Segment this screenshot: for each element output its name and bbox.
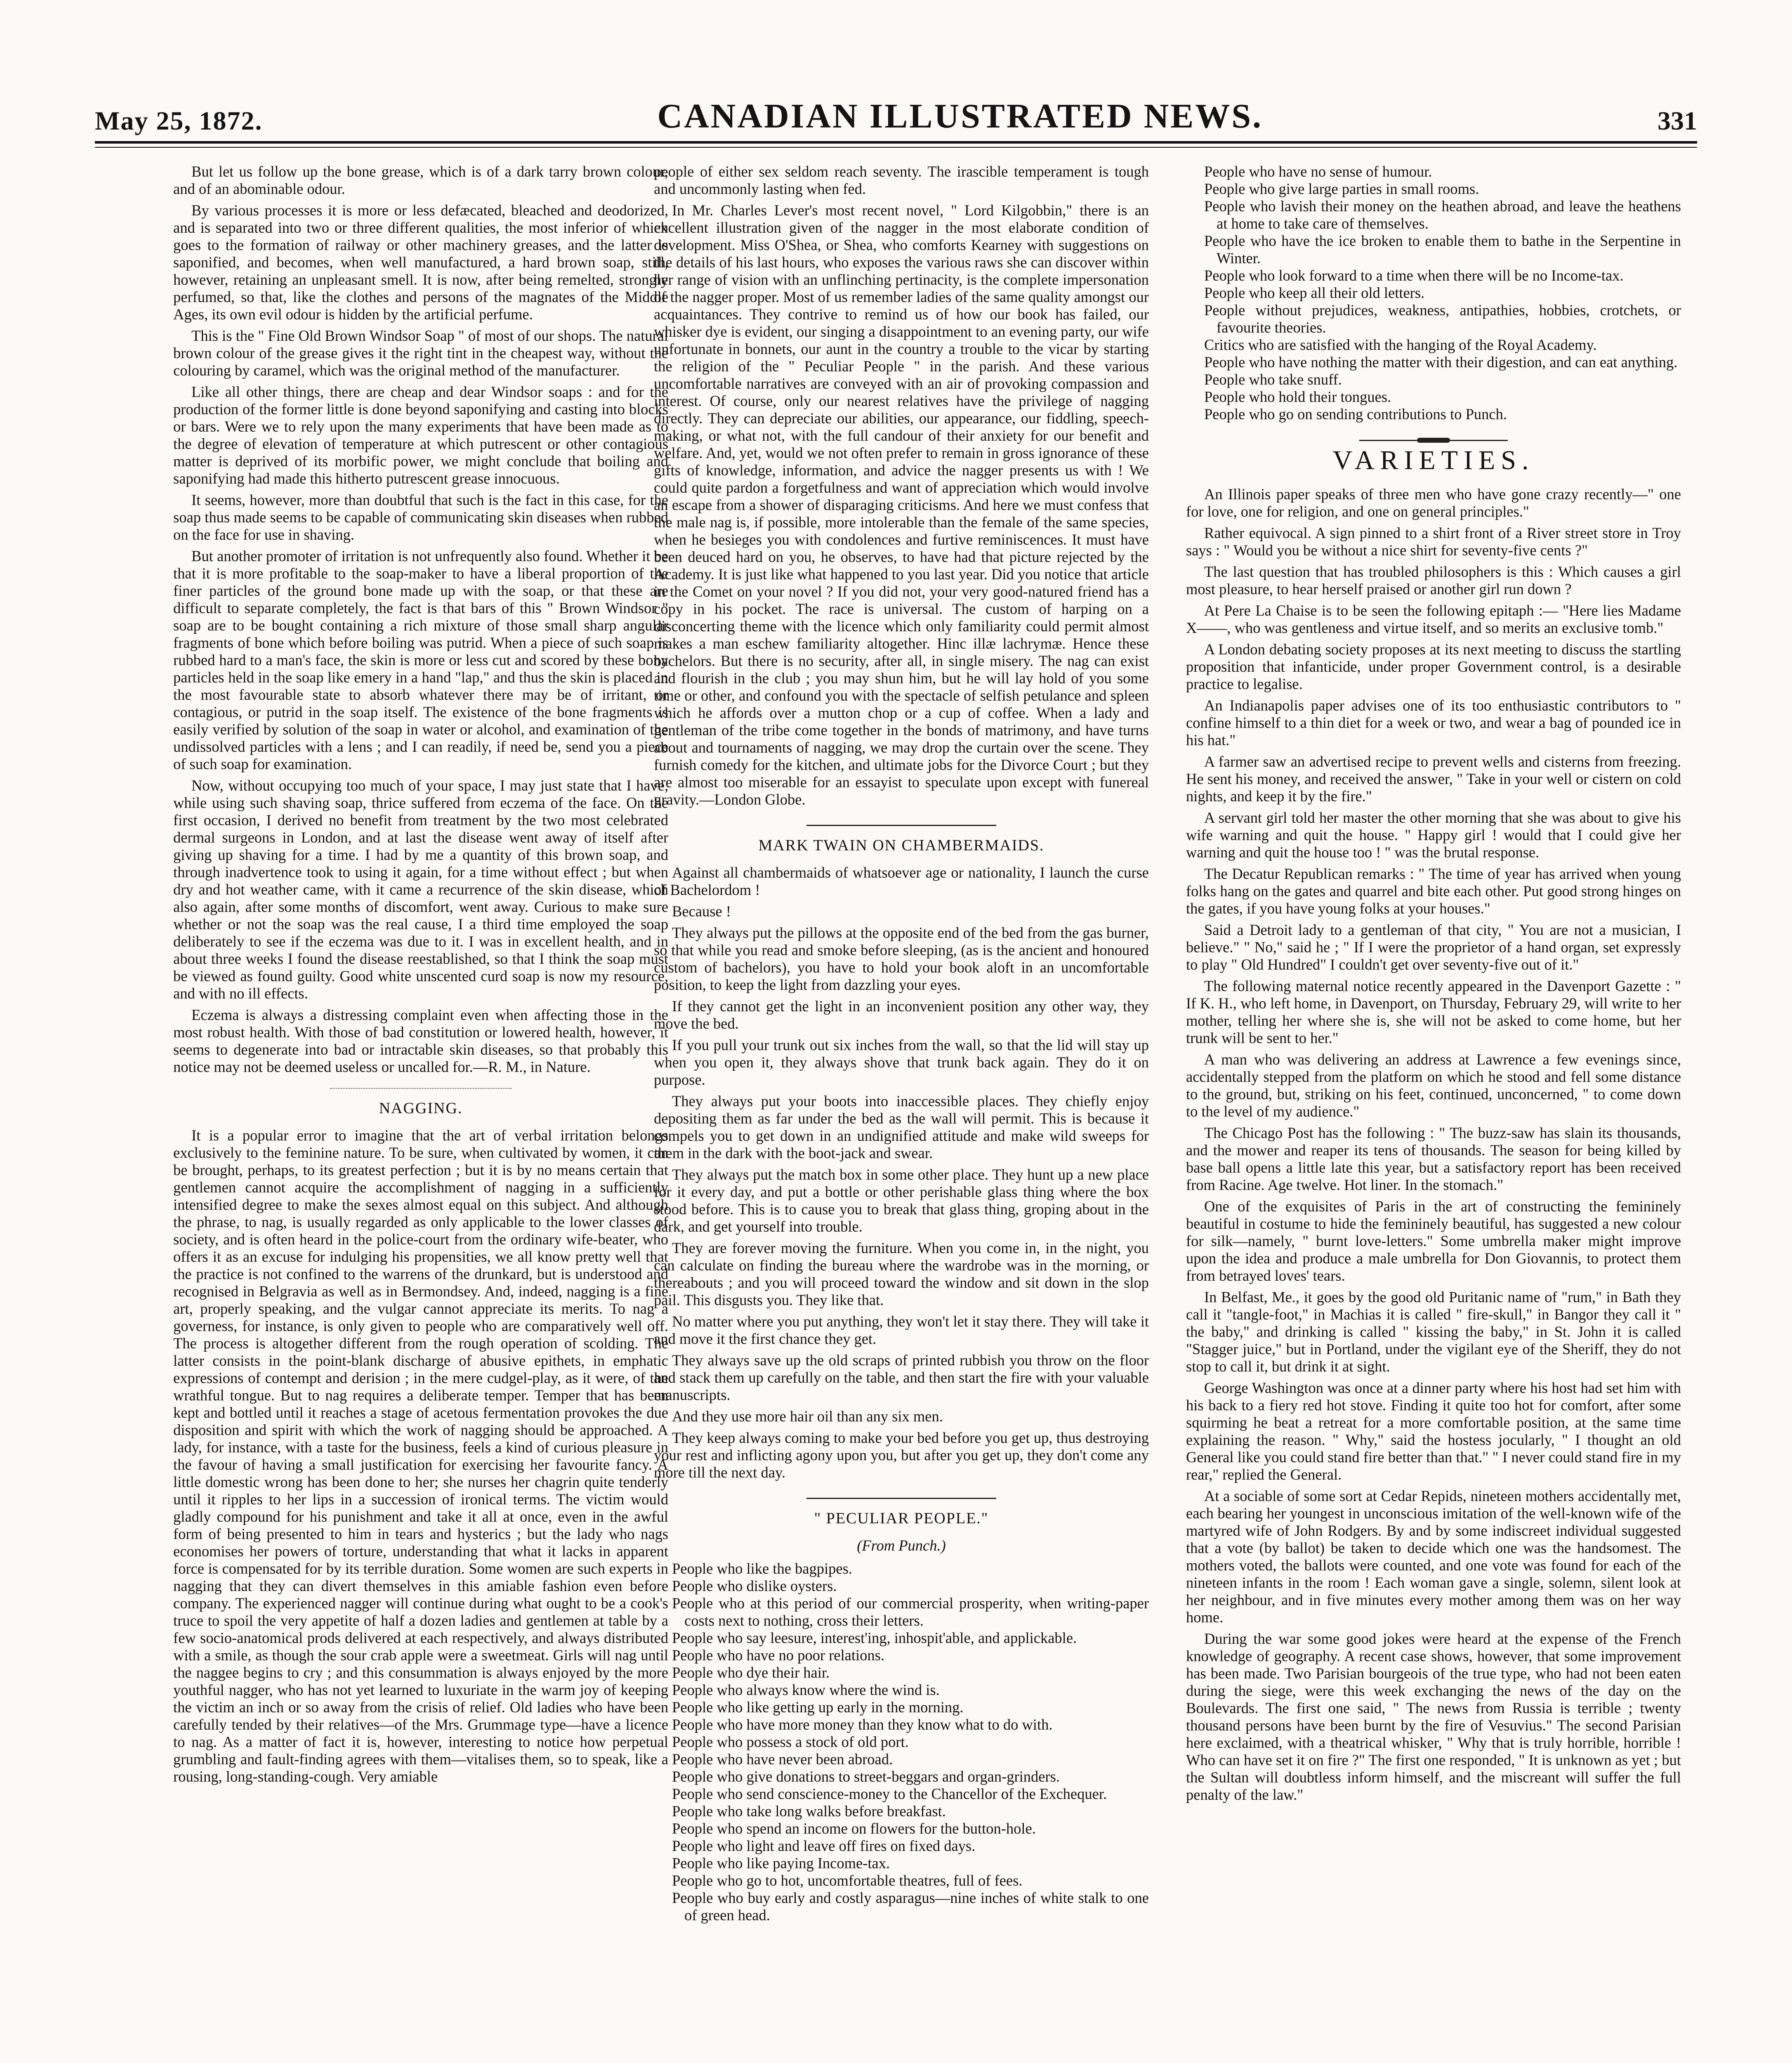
publication-title: CANADIAN ILLUSTRATED NEWS. (657, 97, 1263, 135)
paragraph: They are forever moving the furniture. When you come in, in the night, you can calculate on finding the bureau where the wardrobe was in the morning, or thereabouts ; and you will proceed toward the window and sit down in the slop pail. This disgusts you. They like that. (654, 1239, 1149, 1308)
section-divider (806, 825, 996, 826)
list-item: People who have nothing the matter with their digestion, and can eat anything. (1204, 354, 1678, 371)
list-item: People who have no poor relations. (672, 1647, 884, 1664)
section-heading-varieties: VARIETIES. (1332, 445, 1535, 475)
list-item: People who dye their hair. (672, 1664, 830, 1681)
list-item: People who have the ice broken to enable them to bathe in the Serpentine in Winter. (1204, 232, 1681, 267)
paragraph: A man who was delivering an address at Lawrence a few evenings since, accidentally stepped from the platform on which he stood and fell some distance to the ground, but, striking on his feet, continued, unconcerned, " to come down to the level of my audience." (1186, 1051, 1681, 1120)
list-item: People who have no sense of humour. (1204, 163, 1432, 180)
paragraph: The last question that has troubled philosophers is this : Which causes a girl most pleasure, to hear herself praised or another girl run down ? (1186, 563, 1681, 597)
article-heading-mark-twain: MARK TWAIN ON CHAMBERMAIDS. (758, 837, 1045, 854)
article-source: (From Punch.) (857, 1537, 946, 1554)
paragraph: Eczema is always a distressing complaint even when affecting those in the most robust health. With those of bad constitution or lowered health, however, it seems to degenerate into bad or intractable skin diseases, so that probably this notice may not be deemed useless or uncalled for.—R. M., in Nature. (173, 1006, 668, 1075)
paragraph: No matter where you put anything, they won't let it stay there. They will take it and move it the first chance they get. (654, 1313, 1149, 1347)
list-item: People who hold their tongues. (1204, 388, 1391, 405)
list-item: People who have never been abroad. (672, 1751, 893, 1768)
paragraph: A farmer saw an advertised recipe to prevent wells and cisterns from freezing. He sent his money, and received the answer, " Take in your well or cistern on cold nights, and keep it by the fire." (1186, 753, 1681, 805)
list-item: People who keep all their old letters. (1204, 284, 1425, 301)
paragraph: At Pere La Chaise is to be seen the following epitaph :— "Here lies Madame X——, who was gentleness and virtue itself, and so merits an exclusive tomb." (1186, 602, 1681, 636)
paragraph: And they use more hair oil than any six men. (672, 1408, 943, 1425)
paragraph: The following maternal notice recently appeared in the Davenport Gazette : " If K. H., who left home, in Davenport, on Thursday, February 29, will write to her mother, telling her where she is, she will not be asked to come home, but her trunk will be sent to her." (1186, 977, 1681, 1046)
masthead-rule (95, 141, 1697, 144)
paragraph: If you pull your trunk out six inches from the wall, so that the lid will stay up when you open it, they always shove that trunk back again. They do it on purpose. (654, 1036, 1149, 1088)
list-item: People who spend an income on flowers for the button-hole. (672, 1820, 1036, 1837)
list-item: People who like paying Income-tax. (672, 1855, 890, 1872)
list-item: People who dislike oysters. (672, 1577, 837, 1594)
masthead-rule-thin (95, 147, 1697, 148)
paragraph: But another promoter of irritation is not unfrequently also found. Whether it be that it is more profitable to the soap-maker to have a liberal proportion of the finer particles of the ground bone made up with the soap, or that these are difficult to separate completely, the fact is that bars of this " Brown Windsor " soap are to be bought containing a rich mixture of those small sharp angular fragments of bone which before boiling was putrid. When a piece of such soap is rubbed hard to a man's face, the skin is more or less cut and scored by these bony particles held in the soap like emery in a hand "lap," and thus the skin is placed in the most favourable state to absorb whatever there may be of irritant, or contagious, or putrid in the soap itself. The existence of the bone fragments is easily verified by solution of the soap in water or alcohol, and examination of the undissolved particles with a lens ; and I can readily, if need be, send you a piece of such soap for examination. (173, 548, 668, 772)
list-item: People who lavish their money on the heathen abroad, and leave the heathens at home to take care of themselves. (1204, 198, 1681, 232)
list-item: People who look forward to a time when there will be no Income-tax. (1204, 267, 1624, 284)
issue-date: May 25, 1872. (95, 106, 263, 135)
paragraph: But let us follow up the bone grease, which is of a dark tarry brown colour, and of an abominable odour. (173, 163, 668, 197)
paragraph: They keep always coming to make your bed before you get up, thus destroying your rest and inflicting agony upon you, but after you get up, they don't come any more till the next day. (654, 1429, 1149, 1481)
paragraph: An Illinois paper speaks of three men who have gone crazy recently—" one for love, one for religion, and one on general principles." (1186, 486, 1681, 520)
page-number: 331 (1658, 106, 1697, 135)
list-item: People who give large parties in small rooms. (1204, 180, 1479, 197)
paragraph: Against all chambermaids of whatsoever age or nationality, I launch the curse of Bachelordom ! (654, 864, 1149, 898)
masthead (95, 87, 1697, 136)
paragraph: One of the exquisites of Paris in the art of constructing the femininely beautiful in costume to hide the femininely beautiful, has suggested a new colour for silk—namely, " burnt love-letters." Some umbrella maker might improve upon the idea and produce a male umbrella for Don Giovannis, to protect them from betrayed loves' tears. (1186, 1198, 1681, 1284)
list-item: People who have more money than they know what to do with. (672, 1716, 1053, 1733)
list-item: People who go to hot, uncomfortable theatres, full of fees. (672, 1872, 1023, 1889)
paragraph: Because ! (672, 903, 731, 920)
paragraph: They always save up the old scraps of printed rubbish you throw on the floor and stack them up carefully on the table, and then start the fire with your valuable manuscripts. (654, 1352, 1149, 1403)
paragraph: It seems, however, more than doubtful that such is the fact in this case, for the soap thus made seems to be capable of communicating skin diseases when rubbed on the face for use in shaving. (173, 491, 668, 543)
paragraph: Now, without occupying too much of your space, I may just state that I have, while using such shaving soap, thrice suffered from eczema of the face. On the first occasion, I derived no benefit from treatment by the two most celebrated dermal surgeons in London, and at last the disease went away of itself after giving up shaving for a time. I had by me a quantity of this brown soap, and through inadvertence took to using it again, for a time without effect ; but when dry and hot weather came, with it came a recurrence of the skin disease, which also again, after some months of discomfort, went away. Curious to make sure whether or not the soap was the real cause, I a third time employed the soap deliberately to see if the eczema was due to it. I was in excellent health, and in about three weeks I found the disease reestablished, so that I think the soap must be viewed as found guilty. Good white unscented curd soap is now my resource, and with no ill effects. (173, 777, 668, 1002)
paragraph: The Chicago Post has the following : " The buzz-saw has slain its thousands, and the mower and reaper its tens of thousands. The season for being killed by base ball opens a little late this year, but a satisfactory report has been received from Racine. Age twelve. Hot liner. In the stomach." (1186, 1124, 1681, 1193)
column-1 (173, 163, 668, 2063)
list-item: People who like getting up early in the morning. (672, 1699, 964, 1716)
list-item: People who at this period of our commercial prosperity, when writing-paper costs next to nothing, cross their letters. (672, 1595, 1149, 1629)
paragraph: During the war some good jokes were heard at the expense of the French knowledge of geography. A recent case shows, however, that some improvement has been made. Two Parisian bourgeois of the true type, who had not been eaten during the siege, were this week exchanging the news of the day on the Boulevards. The first one said, " The news from Russia is terrible ; twenty thousand persons have been burnt by the fire of Vesuvius." The second Parisian here exclaimed, with a theatrical whisker, " Why that is truly horrible, horrible ! Who can have set it on fire ?" The first one responded, " It is unknown as yet ; but the Sultan will doubtless inform himself, and the miscreant will suffer the full penalty of the law." (1186, 1630, 1681, 1803)
paragraph: A London debating society proposes at its next meeting to discuss the startling proposition that infanticide, under proper Government control, is a desirable practice to legalise. (1186, 641, 1681, 692)
paragraph: Rather equivocal. A sign pinned to a shirt front of a River street store in Troy says : " Would you be without a nice shirt for seventy-five cents ?" (1186, 524, 1681, 559)
list-item: People who possess a stock of old port. (672, 1733, 909, 1750)
paragraph: In Mr. Charles Lever's most recent novel, " Lord Kilgobbin," there is an excellent illustration given of the nagger in the most elaborate condition of development. Miss O'Shea, or Shea, who comforts Kearney with suggestions on the details of his last hours, who exposes the various raws she can discover within her range of vision with an unflinching pertinacity, is the complete impersonation of the nagger proper. Most of us remember ladies of the same quality amongst our acquaintances. They contrive to remind us of how our book has failed, our whisker dye is evident, our singing a disappointment to an evening party, our wife unfortunate in bonnets, our aunt in the country a trouble to the vicar by starting the religion of the " Peculiar People " in the parish. And these various uncomfortable narratives are conveyed with an air of provoking compassion and interest. Of course, only our nearest relatives have the privilege of nagging directly. They can depreciate our abilities, our appearance, our fiddling, speech-making, or what not, with the full candour of their anxiety for our benefit and welfare. And, yet, would we not often prefer to remain in gross ignorance of these gifts of knowledge, information, and advice the nagger presents us with ! We could quite pardon a forgetfulness and want of appreciation which would involve an escape from a shower of disparaging criticisms. And here we must confess that the male nag is, if possible, more intolerable than the female of the same species, when he besieges you with condolences and furtive reminiscences. It must have been deuced hard on you, he observes, to have had that picture rejected by the Academy. It is just like what happened to you last year. Did you notice that article in the Comet on your novel ? If you did not, your very good-natured friend has a copy in his pocket. The race is universal. The custom of harping on a disconcerting theme with the licence which only familiarity could permit almost makes a man eschew familiarity altogether. Hinc illæ lachrymæ. Hence these bachelors. But there is no security, after all, in single misery. The nag can exist and flourish in the club ; you may shun him, but he will lay hold of you some time or other, and confound you with the spectacle of selfish petulance and spleen which he affords over a mutton chop or a cup of coffee. When a lady and gentleman of the tribe come together in the bonds of matrimony, and have turns about and tournaments of nagging, we may drop the curtain over the scene. They furnish comedy for the kitchen, and ultimate jobs for the Divorce Court ; but they are almost too miserable for an essayist to speculate upon except with funereal gravity.—London Globe. (654, 202, 1149, 808)
paragraph: Said a Detroit lady to a gentleman of that city, " You are not a musician, I believe." " No," said he ; " If I were the proprietor of a hand organ, set expressly to play " Old Hundred" I couldn't get over seventy-five out of it." (1186, 921, 1681, 973)
section-divider (330, 1088, 512, 1089)
paragraph: In Belfast, Me., it goes by the good old Puritanic name of "rum," in Bath they call it "tangle-foot," in Machias it is called " fire-skull," in Bangor they call it " the baby," and drinking is called " kissing the baby," in St. John it is called "Stagger juice," but in Portland, under the vigilant eye of the Sheriff, they do not stop to call it, but drink it at sight. (1186, 1289, 1681, 1375)
list-item: People who take long walks before breakfast. (672, 1803, 946, 1820)
article-heading-peculiar-people: " PECULIAR PEOPLE." (814, 1510, 989, 1527)
paragraph: George Washington was once at a dinner party where his host had set him with his back to a fiery red hot stove. Finding it quite too hot for comfort, after some squirming he beat a retreat for a more comfortable position, at the same time explaining the reason. " Why," said the hostess jocularly, " I thought an old General like you could stand fire better than that." " I never could stand fire in my rear," replied the General. (1186, 1379, 1681, 1483)
paragraph: people of either sex seldom reach seventy. The irascible temperament is tough and uncommonly lasting when fed. (654, 163, 1149, 197)
list-item: People who buy early and costly asparagus—nine inches of white stalk to one of green head. (672, 1889, 1149, 1924)
list-item: People who go on sending contributions to Punch. (1204, 406, 1507, 423)
paragraph: A servant girl told her master the other morning that she was about to give his wife warning and quit the house. " Happy girl ! would that I could give her warning and quit the house too ! " was the brutal response. (1186, 809, 1681, 861)
paragraph: They always put the match box in some other place. They hunt up a new place for it every day, and put a bottle or other perishable glass thing where the box stood before. This is to cause you to break that glass thing, groping about in the dark, and get yourself into trouble. (654, 1166, 1149, 1235)
paragraph: Like all other things, there are cheap and dear Windsor soaps : and for the production of the former little is done beyond saponifying and casting into blocks or bars. Were we to rely upon the many experiments that have been made as to the degree of elevation of temperature at which putrescent or other contagious matter is deprived of its morbific power, we might conclude that boiling and saponifying had made this hitherto putrescent grease innocuous. (173, 383, 668, 487)
list-item: People who light and leave off fires on fixed days. (672, 1837, 976, 1854)
article-heading-nagging: NAGGING. (379, 1100, 463, 1117)
paragraph: It is a popular error to imagine that the art of verbal irritation belongs exclusively to the feminine nature. To be sure, when cultivated by women, it can be brought, perhaps, to its greatest perfection ; but it is by no means certain that gentlemen cannot acquire the accomplishment of nagging in a sufficiently intensified degree to make the sexes almost equal on this subject. And although the phrase, to nag, is usually regarded as only applicable to the lower classes of society, and is often heard in the police-court from the ordinary wife-beater, who offers it as an excuse for indulging his propensities, we all know pretty well that the practice is not confined to the warrens of the drunkard, but is understood and recognised in Belgravia as well as in Bermondsey. And, indeed, nagging is a fine art, properly speaking, and the vulgar cannot appreciate its merits. To nag a governess, for instance, is only given to people who are comparatively well off. The process is altogether different from the rough operation of scolding. The latter consists in the point-blank discharge of abusive epithets, in emphatic expressions of contempt and derision ; in the mere cudgel-play, as it were, of the wrathful tongue. But to nag requires a deliberate temper. Temper that has been kept and bottled until it reaches a stage of acetous fermentation provokes the due disposition and spirit with which the work of nagging should be approached. A lady, for instance, with a taste for the business, feels a kind of curious pleasure in the favour of having a small justification for exercising her favourite fancy. A little domestic wrong has been done to her; she nurses her chagrin quite tenderly until it ripples to her lips in a succession of ironical terms. The victim would gladly compound for his punishment and take it all at once, even in the awful form of being presented to him in tears and hysterics ; but the lady who nags economises her powers of torture, understanding that what it lacks in apparent force is compensated for by its terrible duration. Some women are such experts in nagging that they can divert themselves in this amiable fashion even before company. The experienced nagger will continue during what ought to be a cook's truce to spoil the very appetite of half a dozen ladies and gentlemen at table by a few socio-anatomical prods delivered at each respectively, and always distributed with a smile, as though the sour crab apple were a sweetmeat. Girls will nag until the naggee begins to cry ; and this consummation is always enjoyed by the more youthful nagger, who has not yet learned to luxuriate in the warm joy of keeping the victim an inch or so away from the crisis of relief. Old ladies who have been carefully tended by their relatives—of the Mrs. Grummage type—have a licence to nag. As a matter of fact it is, however, interesting to notice how perpetual grumbling and fault-finding agrees with them—vitalises them, so to speak, like a rousing, long-standing-cough. Very amiable (173, 1127, 668, 1785)
list-item: Critics who are satisfied with the hanging of the Royal Academy. (1204, 336, 1597, 353)
list-item: People who always know where the wind is. (672, 1681, 940, 1698)
paragraph: If they cannot get the light in an inconvenient position any other way, they move the bed. (654, 998, 1149, 1032)
paragraph: An Indianapolis paper advises one of its too enthusiastic contributors to " confine himself to a thin diet for a week or two, and wear a bag of pounded ice in his hat." (1186, 697, 1681, 748)
paragraph: They always put the pillows at the opposite end of the bed from the gas burner, so that while you read and smoke before sleeping, (as is the ancient and honoured custom of bachelors), you have to hold your book aloft in an uncomfortable position, to keep the light from dazzling your eyes. (654, 924, 1149, 993)
list-item: People who say leesure, interest'ing, inhospit'able, and applickable. (672, 1629, 1077, 1646)
column-3 (1186, 163, 1681, 2063)
list-item: People who like the bagpipes. (672, 1560, 852, 1577)
paragraph: They always put your boots into inaccessible places. They chiefly enjoy depositing them as far under the bed as the wall will permit. This is because it compels you to get down in an undignified attitude and make wild sweeps for them in the dark with the boot-jack and swear. (654, 1093, 1149, 1161)
list-item: People without prejudices, weakness, antipathies, hobbies, crotchets, or favourite theories. (1204, 302, 1681, 336)
column-2 (654, 163, 1149, 2063)
paragraph: This is the " Fine Old Brown Windsor Soap " of most of our shops. The natural brown colour of the grease gives it the right tint in the cheapest way, without the colouring by caramel, which was the original method of the manufacturer. (173, 327, 668, 379)
paragraph: The Decatur Republican remarks : " The time of year has arrived when young folks hang on the gates and quarrel and bite each other. Put good strong hinges on the gates, if you have young folks at your houses." (1186, 865, 1681, 917)
paragraph: By various processes it is more or less defæcated, bleached and deodorized, and is separated into two or three different qualities, the most inferior of which goes to the formation of railway or other machinery greases, and the latter is saponified, and becomes, when well manufactured, a hard brown soap, still, however, retaining an unpleasant smell. It is now, after being remelted, strongly perfumed, so that, like the clothes and persons of the magnates of the Middle Ages, its own evil odour is hidden by the artificial perfume. (173, 202, 668, 323)
list-item: People who give donations to street-beggars and organ-grinders. (672, 1768, 1060, 1785)
ornamental-divider (1359, 438, 1508, 443)
paragraph: At a sociable of some sort at Cedar Repids, nineteen mothers accidentally met, each bearing her youngest in unconscious imitation of the well-known wife of the martyred wife of John Rodgers. By and by some indiscreet individual suggested that a vote (by ballot) be taken to decide which one was the handsomest. The mothers voted, the ballots were counted, and one vote was found for each of the nineteen infants in the room ! Each woman gave a single, solemn, silent look at her neighbour, and in five minutes every mother among them was on her way home. (1186, 1487, 1681, 1626)
list-item: People who send conscience-money to the Chancellor of the Exchequer. (672, 1785, 1107, 1802)
list-item: People who take snuff. (1204, 371, 1342, 388)
section-divider (806, 1498, 996, 1499)
